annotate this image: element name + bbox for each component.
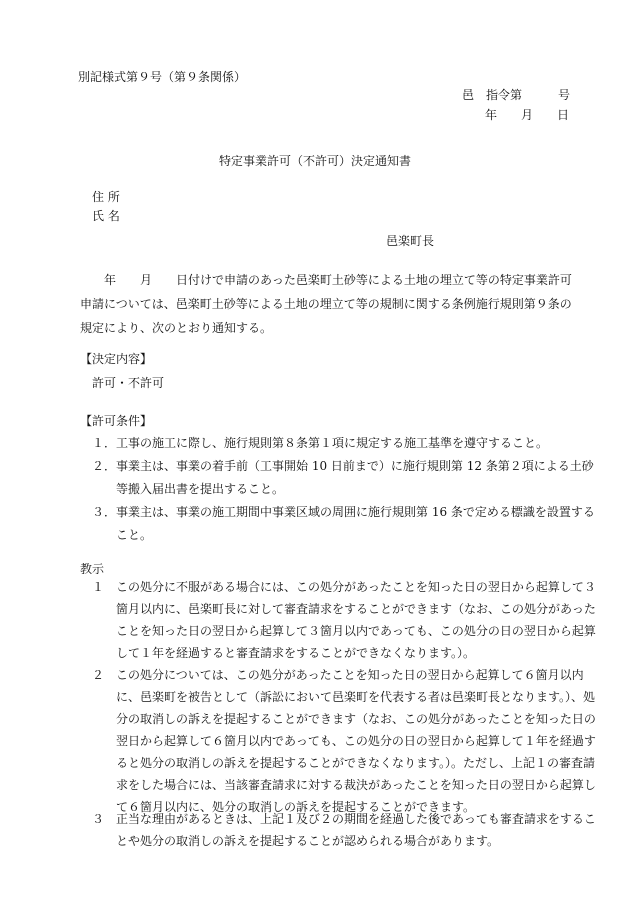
issuer-name: 邑楽町長 [386,234,435,248]
name-label: 氏 名 [92,209,120,223]
intro-paragraph: 年 月 日付けで申請のあった邑楽町土砂等による土地の埋立て等の特定事業許可申請については、邑楽町土砂等による土地の埋立て等の規制に関する条例施行規則第９条の規定により、次のとおり通知する。 [80,273,572,335]
document-title: 特定事業許可（不許可）決定通知書 [218,154,411,168]
condition-number: ３． [92,505,117,519]
notice-text: この処分に不服がある場合には、この処分があったことを知った日の翌日から起算して３箇月以内に、邑楽町長に対して審査請求をすることができます（なお、この処分があったことを知った日の翌日から起算して３箇月以内であっても、この処分の日の翌日から起算して１年を経過すると審査請求をすることができなくなります。）。 [116,580,596,660]
notice-item [92,664,596,818]
address-label: 住 所 [92,190,120,204]
condition-number: ２． [92,459,117,473]
condition-item [92,432,596,455]
notice-item [92,576,596,664]
notice-heading: 教示 [80,562,105,576]
condition-number: １． [92,436,117,450]
decision-heading: 【決定内容】 [80,352,153,366]
conditions-heading: 【許可条件】 [80,414,153,428]
notice-item [92,808,596,852]
form-label: 別記様式第９号（第９条関係） [78,70,247,84]
document-number: 邑 指令第 号 [462,88,571,102]
condition-text: 工事の施工に際し、施行規則第８条第１項に規定する施工基準を遵守すること。 [116,436,549,450]
notice-text: この処分については、この処分があったことを知った日の翌日から起算して６箇月以内に、邑楽町を被告として（訴訟において邑楽町を代表する者は邑楽町長となります。）、処分の取消しの訴えを提起することができます（なお、この処分があったことを知った日の翌日から起算して６箇月以内であっても、この処分の日の翌日から起算して１年を経過すると処分の取消しの訴えを提起することができなくなります。）。ただし、上記１の審査請求をした場合には、当該審査請求に対する裁決があったことを知った日の翌日から起算して６箇月以内に、処分の取消しの訴えを提起することができます。 [116,668,596,814]
issue-date: 年 月 日 [485,108,570,122]
notice-number: ３ [92,812,105,826]
notice-text: 正当な理由があるときは、上記１及び２の期間を経過した後であっても審査請求をすることや処分の取消しの訴えを提起することが認められる場合があります。 [116,812,596,848]
decision-value: 許可・不許可 [92,376,165,390]
notice-number: ２ [92,668,105,682]
condition-text: 事業主は、事業の施工期間中事業区域の周囲に施行規則第 16 条で定める標識を設置すること。 [116,505,595,542]
notice-number: １ [92,580,105,594]
condition-item [92,455,596,501]
condition-item [92,501,596,547]
condition-text: 事業主は、事業の着手前（工事開始 10 日前まで）に施行規則第 12 条第２項による土砂等搬入届出書を提出すること。 [116,459,594,496]
